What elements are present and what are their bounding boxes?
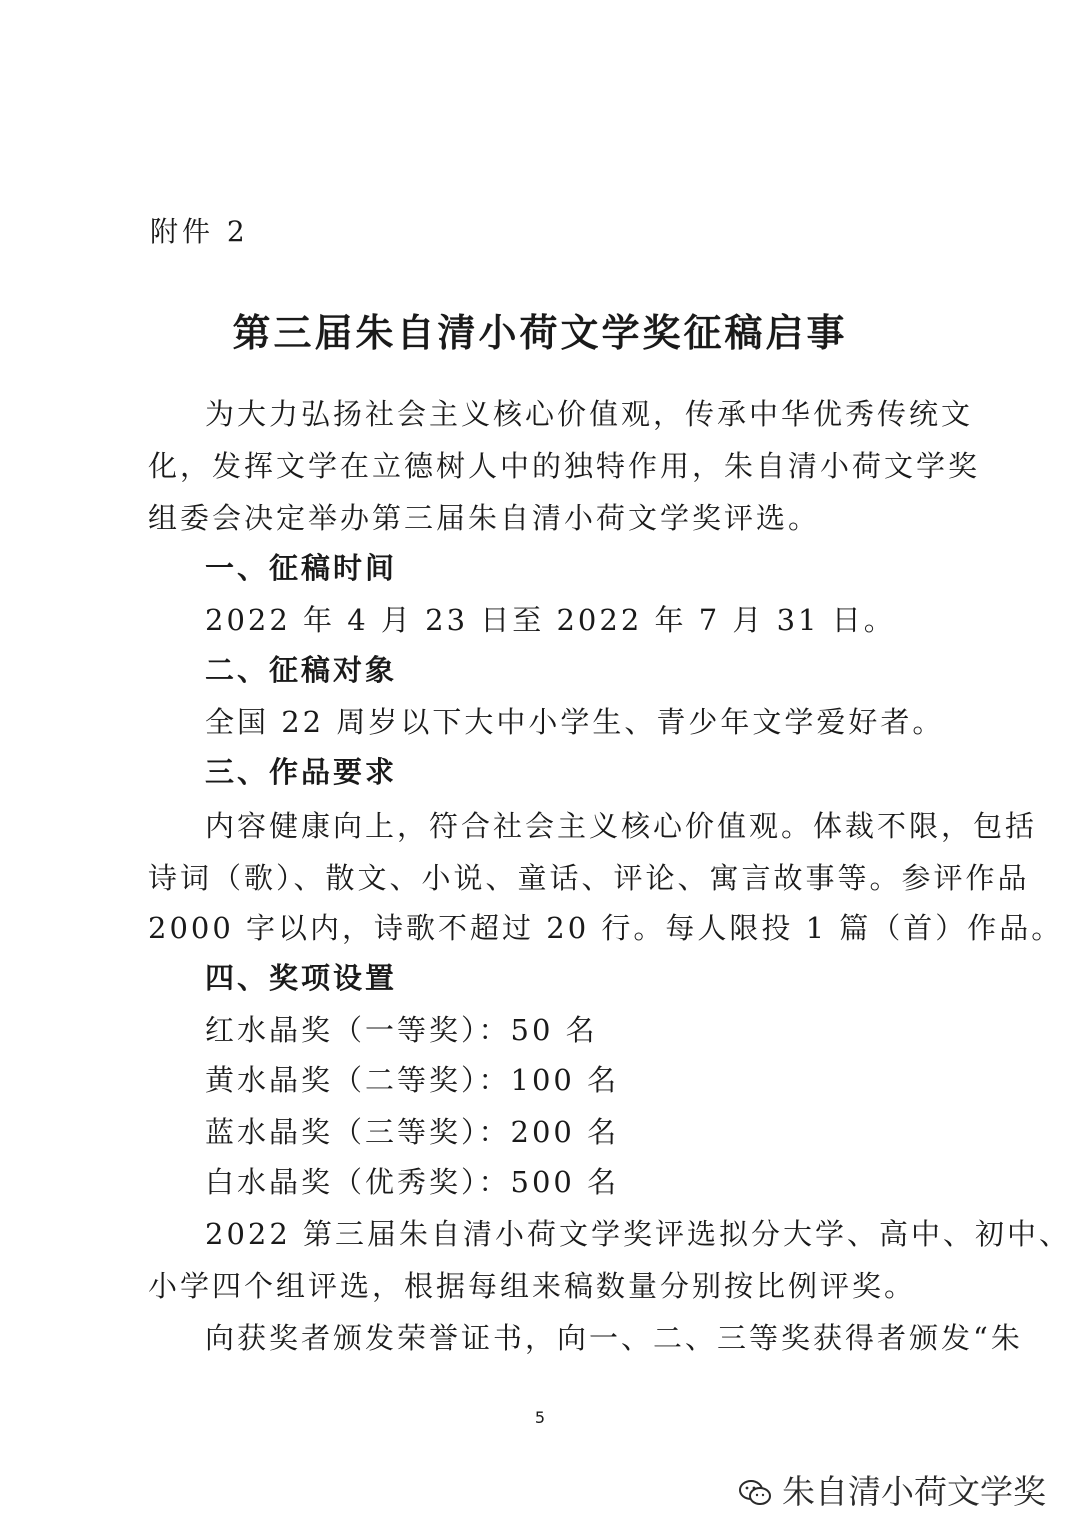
award-item: 蓝水晶奖（三等奖）：200 名 (205, 1115, 620, 1149)
award-item: 白水晶奖（优秀奖）：500 名 (205, 1165, 620, 1199)
watermark (738, 1466, 1046, 1513)
section-heading-awards: 四、奖项设置 (205, 961, 398, 995)
award-item: 黄水晶奖（二等奖）：100 名 (205, 1063, 620, 1097)
watermark-text: 朱自清小荷文学奖 (782, 1472, 1046, 1511)
section-heading-target: 二、征稿对象 (205, 653, 398, 687)
section-heading-time: 一、征稿时间 (205, 551, 398, 585)
grouping-line-2: 小学四个组评选，根据每组来稿数量分别按比例评奖。 (148, 1269, 917, 1303)
requirements-line-1: 内容健康向上，符合社会主义核心价值观。体裁不限，包括 (205, 809, 1038, 843)
certificate-line: 向获奖者颁发荣誉证书，向一、二、三等奖获得者颁发“朱 (205, 1321, 1023, 1355)
grouping-line-1: 2022 第三届朱自清小荷文学奖评选拟分大学、高中、初中、 (205, 1217, 1072, 1251)
attachment-label: 附件 2 (150, 215, 249, 248)
section-text-target: 全国 22 周岁以下大中小学生、青少年文学爱好者。 (205, 705, 945, 739)
section-text-time: 2022 年 4 月 23 日至 2022 年 7 月 31 日。 (205, 603, 896, 637)
intro-line-1: 为大力弘扬社会主义核心价值观，传承中华优秀传统文 (205, 397, 974, 431)
requirements-line-2: 诗词（歌）、散文、小说、童话、评论、寓言故事等。参评作品 (148, 861, 1030, 895)
intro-line-3: 组委会决定举办第三届朱自清小荷文学奖评选。 (148, 501, 821, 535)
section-heading-requirements: 三、作品要求 (205, 755, 398, 789)
intro-line-2: 化，发挥文学在立德树人中的独特作用，朱自清小荷文学奖 (148, 449, 981, 483)
wechat-icon (738, 1476, 772, 1504)
requirements-line-3: 2000 字以内，诗歌不超过 20 行。每人限投 1 篇（首）作品。 (148, 911, 1064, 945)
award-item: 红水晶奖（一等奖）：50 名 (205, 1013, 598, 1047)
page-number: 5 (534, 1408, 546, 1427)
page-title: 第三届朱自清小荷文学奖征稿启事 (232, 310, 848, 355)
